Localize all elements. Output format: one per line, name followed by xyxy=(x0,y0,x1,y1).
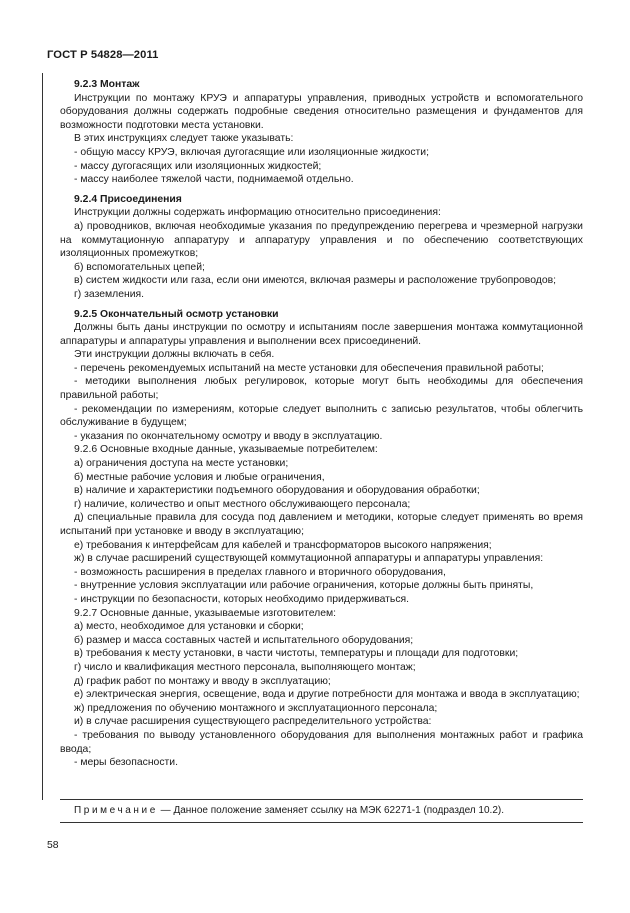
list-item: а) ограничения доступа на месте установки; xyxy=(74,458,289,470)
list-item: б) размер и масса составных частей и испытательного оборудования; xyxy=(74,634,414,646)
list-item: а) проводников, включая необходимые указания по предупреждению перегрева и чрезмерной нагрузки на коммутационную аппаратуру и аппаратуру управления и по обеспечению соответствующих изоляционных промежутков; xyxy=(60,220,583,260)
subsection-heading: 9.2.7 Основные данные, указываемые изготовителем: xyxy=(74,607,336,619)
list-item: - общую массу КРУЭ, включая дугогасящие или изоляционные жидкости; xyxy=(74,146,429,158)
list-item: б) местные рабочие условия и любые ограничения, xyxy=(74,471,325,483)
list-item: - внутренние условия эксплуатации или рабочие ограничения, которые должны быть приняты, xyxy=(74,580,534,592)
list-item: е) электрическая энергия, освещение, вода и другие потребности для монтажа и ввода в эксплуатацию; xyxy=(74,689,580,701)
list-item: е) требования к интерфейсам для кабелей и трансформаторов высокого напряжения; xyxy=(74,539,492,551)
note-label: Примечание xyxy=(74,805,158,816)
list-item: - меры безопасности. xyxy=(74,757,178,769)
margin-change-bar xyxy=(42,73,43,800)
list-item: и) в случае расширения существующего распределительного устройства: xyxy=(74,716,432,728)
main-content xyxy=(60,78,583,770)
list-item: ж) предложения по обучению монтажного и эксплуатационного персонала; xyxy=(74,702,438,714)
list-item: г) число и квалификация местного персонала, выполняющего монтаж; xyxy=(74,661,416,673)
list-item: б) вспомогательных цепей; xyxy=(74,261,205,273)
list-item: - указания по окончательному осмотру и вводу в эксплуатацию. xyxy=(74,430,383,442)
paragraph: Эти инструкции должны включать в себя. xyxy=(74,349,275,361)
paragraph: Инструкции по монтажу КРУЭ и аппаратуры управления, приводных устройств и вспомогательного оборудования должны содержать подробные сведения относительно размещения и фундаментов для возможности подготовки места установки. xyxy=(60,92,583,131)
paragraph: Должны быть даны инструкции по осмотру и испытаниям после завершения монтажа коммутационной аппаратуры и аппаратуры управления и выполнении всех присоединений. xyxy=(60,322,583,347)
list-item: в) требования к месту установки, в части чистоты, температуры и площади для подготовки; xyxy=(74,648,519,660)
section-heading: 9.2.3 Монтаж xyxy=(74,79,140,90)
list-item: ж) в случае расширений существующей коммутационной аппаратуры и аппаратуры управления: xyxy=(74,553,544,565)
list-item: - возможность расширения в пределах главного и вторичного оборудования, xyxy=(74,566,446,578)
note-box xyxy=(60,799,583,823)
list-item: д) график работ по монтажу и вводу в эксплуатацию; xyxy=(74,675,331,687)
section-heading: 9.2.4 Присоединения xyxy=(74,193,182,205)
list-item: - перечень рекомендуемых испытаний на месте установки для обеспечения правильной работы; xyxy=(74,362,544,374)
list-item: - методики выполнения любых регулировок, которые могут быть необходимы для обеспечения правильной работы; xyxy=(60,376,583,402)
list-item: в) систем жидкости или газа, если они имеются, включая размеры и расположение трубопроводов; xyxy=(74,275,557,287)
subsection-heading: 9.2.6 Основные входные данные, указываемые потребителем: xyxy=(74,444,378,456)
page-number: 58 xyxy=(47,840,59,851)
section-heading: 9.2.5 Окончательный осмотр установки xyxy=(74,308,279,320)
list-item: д) специальные правила для сосуда под давлением и методики, которые следует применять во время испытаний при установке и вводу в эксплуатацию; xyxy=(60,512,583,537)
list-item: в) наличие и характеристики подъемного оборудования и оборудования обработки; xyxy=(74,485,480,497)
paragraph: В этих инструкциях следует также указывать: xyxy=(74,133,294,145)
list-item: - инструкции по безопасности, которых необходимо придерживаться. xyxy=(74,593,410,605)
list-item: - массу дугогасящих или изоляционных жидкостей; xyxy=(74,160,322,172)
document-id: ГОСТ Р 54828—2011 xyxy=(47,49,159,61)
list-item: г) наличие, количество и опыт местного обслуживающего персонала; xyxy=(74,498,411,510)
note-text: — Данное положение заменяет ссылку на МЭК 62271-1 (подраздел 10.2). xyxy=(157,805,504,816)
list-item: - массу наиболее тяжелой части, поднимаемой отдельно. xyxy=(74,174,354,186)
list-item: г) заземления. xyxy=(74,288,145,300)
list-item: - требования по выводу установленного оборудования для выполнения монтажных работ и графика ввода; xyxy=(60,729,583,755)
list-item: а) место, необходимое для установки и сборки; xyxy=(74,621,304,633)
list-item: - рекомендации по измерениям, которые следует выполнить с записью результатов, чтобы облегчить обслуживание в будущем; xyxy=(60,403,583,429)
paragraph: Инструкции должны содержать информацию относительно присоединения: xyxy=(74,207,441,219)
